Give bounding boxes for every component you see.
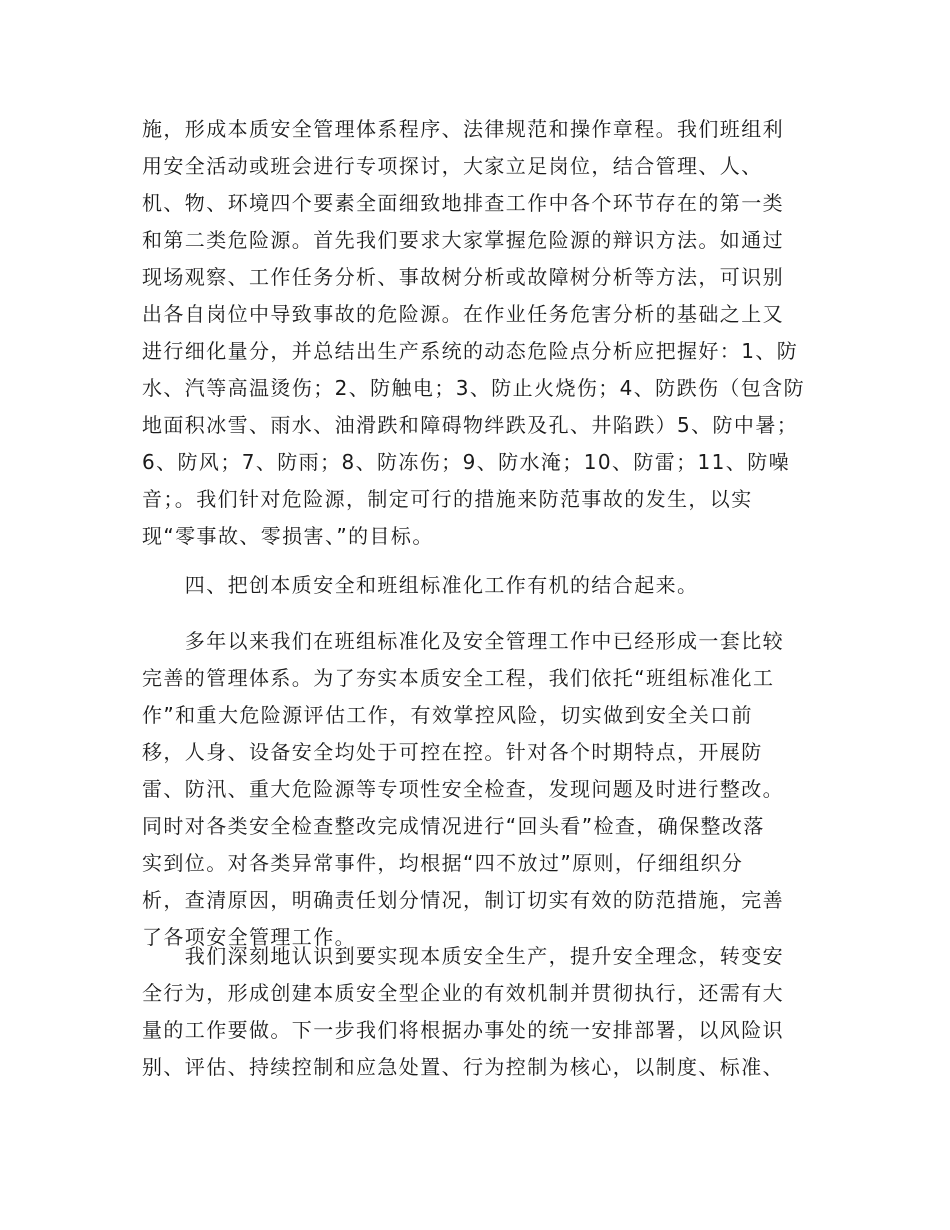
text-line: 施，形成本质安全管理体系程序、法律规范和操作章程。我们班组利 xyxy=(142,117,784,141)
text-line: 了各项安全管理工作。 xyxy=(142,925,356,949)
text-line: 现场观察、工作任务分析、事故树分析或故障树分析等方法，可识别 xyxy=(142,265,784,289)
text-line: 同时对各类安全检查整改完成情况进行“回头看”检查，确保整改落 xyxy=(142,814,765,838)
text-line: 6、防风；7、防雨；8、防冻伤；9、防水淹；10、防雷；11、防噪 xyxy=(142,450,790,474)
paragraph-hazard-identification xyxy=(142,111,822,555)
text-line: 和第二类危险源。首先我们要求大家掌握危险源的辩识方法。如通过 xyxy=(142,228,784,252)
text-line: 作”和重大危险源评估工作，有效掌控风险，切实做到安全关口前 xyxy=(142,703,753,727)
text-line: 出各自岗位中导致事故的危险源。在作业任务危害分析的基础之上又 xyxy=(142,302,784,326)
text-line: 量的工作要做。下一步我们将根据办事处的统一安排部署，以风险识 xyxy=(142,1018,784,1042)
paragraph-management-system xyxy=(142,623,822,956)
text-line: 我们深刻地认识到要实现本质安全生产，提升安全理念，转变安 xyxy=(142,944,784,968)
text-line: 地面积冰雪、雨水、油滑跌和障碍物绊跌及孔、井陷跌）5、防中暑； xyxy=(142,413,799,437)
text-line: 现“零事故、零损害、”的目标。 xyxy=(142,524,434,548)
text-line: 析，查清原因，明确责任划分情况，制订切实有效的防范措施，完善 xyxy=(142,888,784,912)
text-line: 进行细化量分，并总结出生产系统的动态危险点分析应把握好：1、防 xyxy=(142,339,799,363)
section-heading xyxy=(142,567,822,604)
text-line: 实到位。对各类异常事件，均根据“四不放过”原则，仔细组织分 xyxy=(142,851,744,875)
text-line: 多年以来我们在班组标准化及安全管理工作中已经形成一套比较 xyxy=(142,629,784,653)
text-line: 机、物、环境四个要素全面细致地排查工作中各个环节存在的第一类 xyxy=(142,191,784,215)
text-line: 全行为，形成创建本质安全型企业的有效机制并贯彻执行，还需有大 xyxy=(142,981,784,1005)
text-line: 用安全活动或班会进行专项探讨，大家立足岗位，结合管理、人、 xyxy=(142,154,763,178)
paragraph-next-steps xyxy=(142,938,822,1086)
text-line: 音；。我们针对危险源，制定可行的措施来防范事故的发生，以实 xyxy=(142,487,753,511)
text-line: 完善的管理体系。为了夯实本质安全工程，我们依托“班组标准化工 xyxy=(142,666,775,690)
text-line: 别、评估、持续控制和应急处置、行为控制为核心，以制度、标准、 xyxy=(142,1055,784,1079)
text-line: 雷、防汛、重大危险源等专项性安全检查，发现问题及时进行整改。 xyxy=(142,777,784,801)
text-line: 水、汽等高温烫伤；2、防触电；3、防止火烧伤；4、防跌伤（包含防 xyxy=(142,376,805,400)
text-line: 移，人身、设备安全均处于可控在控。针对各个时期特点，开展防 xyxy=(142,740,763,764)
heading-line: 四、把创本质安全和班组标准化工作有机的结合起来。 xyxy=(142,573,699,597)
